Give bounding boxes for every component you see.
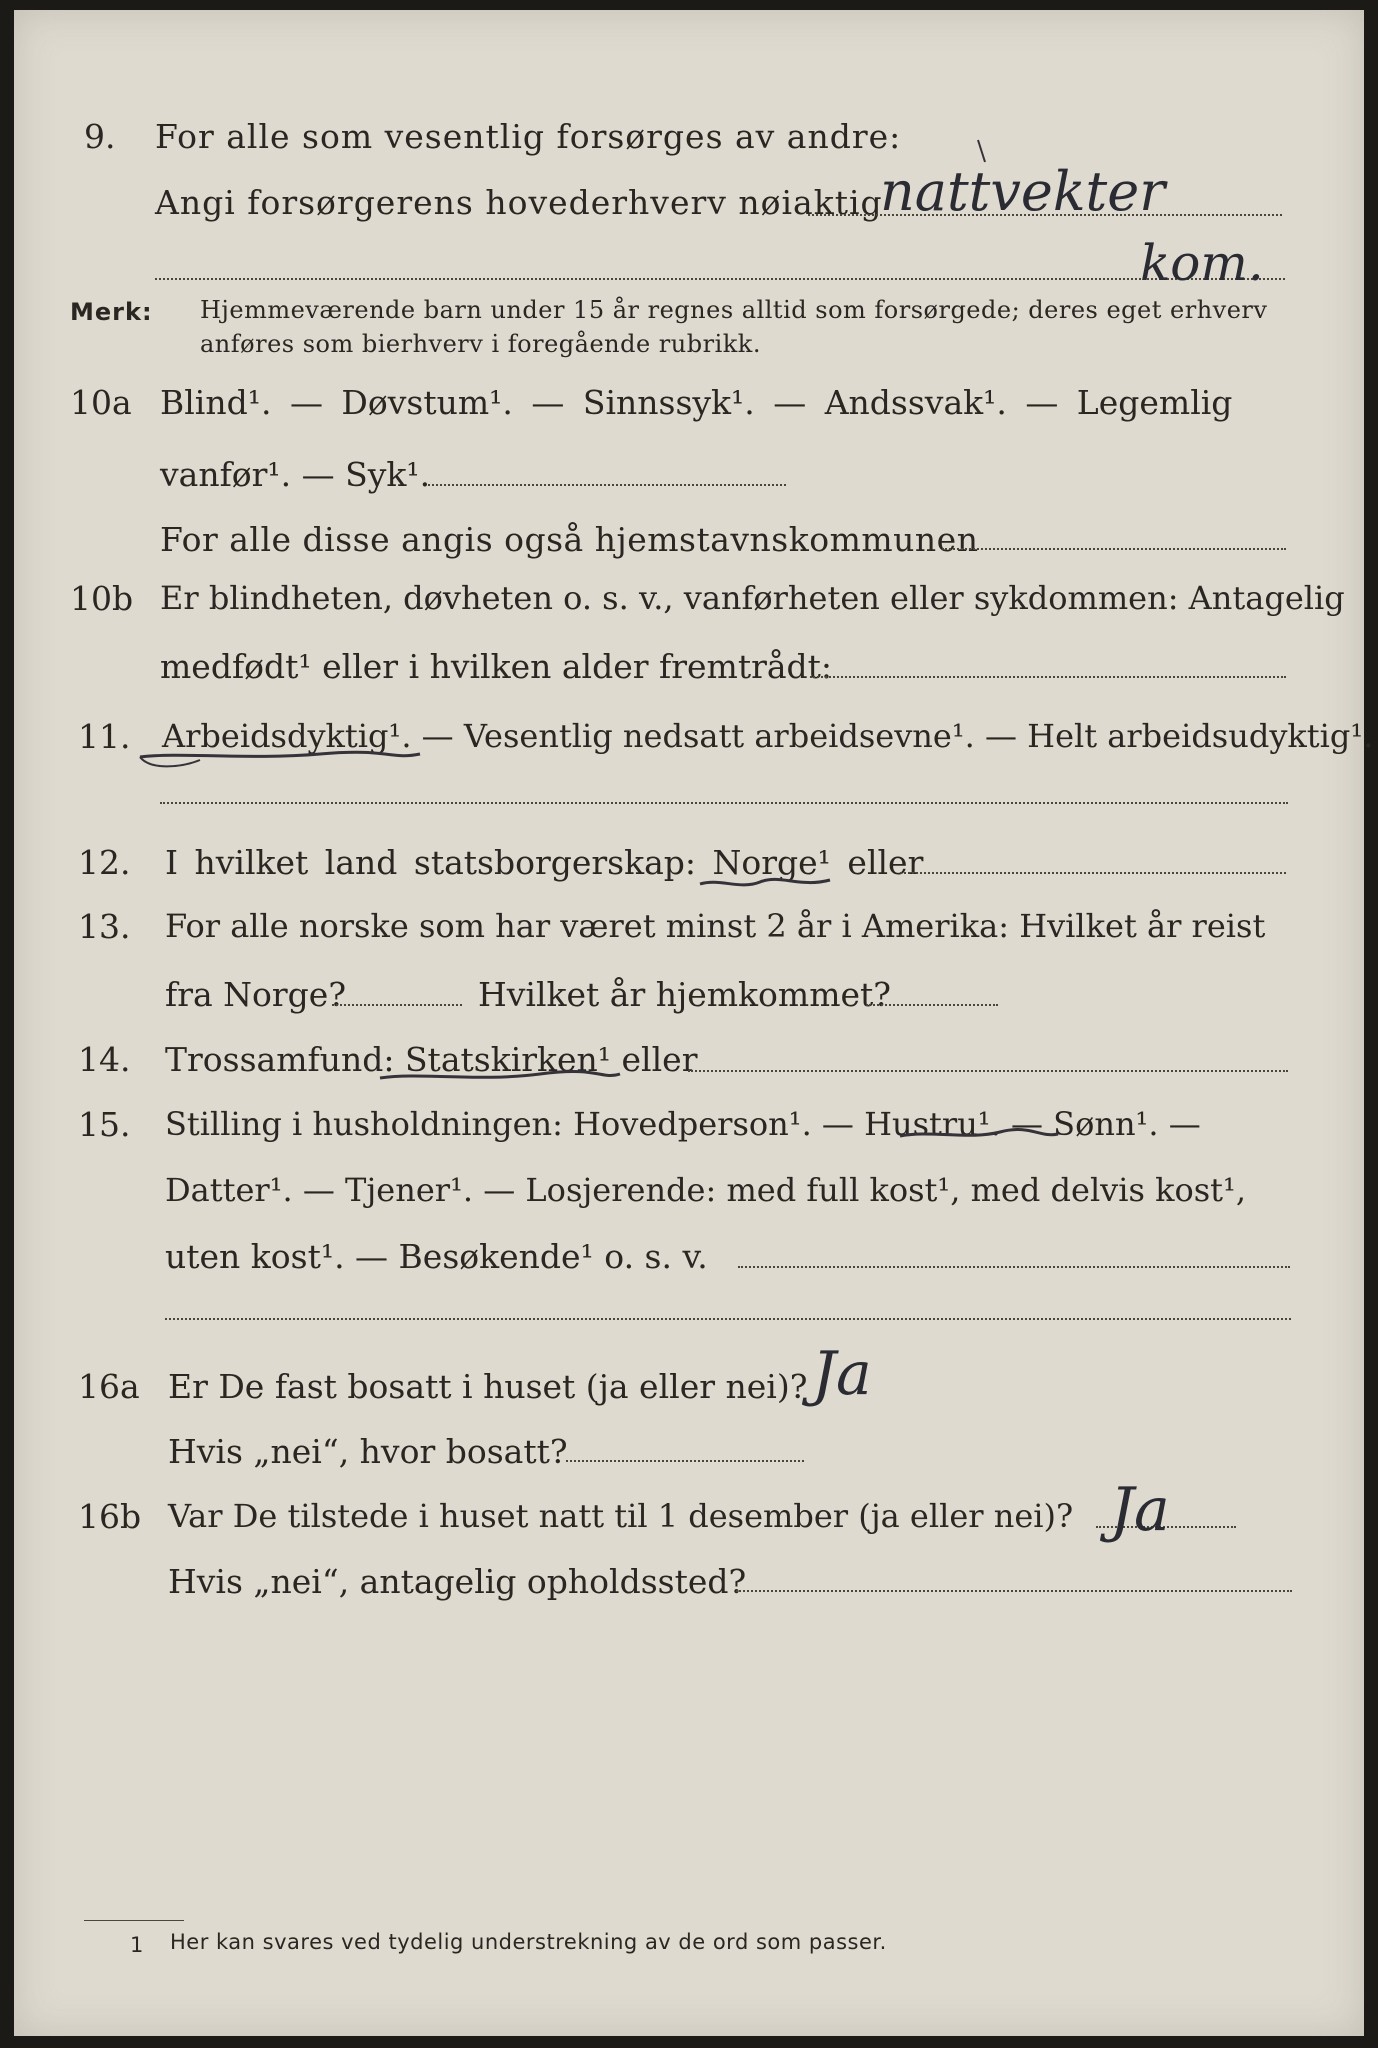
q16a-line1: Er De fast bosatt i huset (ja eller nei)? <box>168 1367 808 1406</box>
q15-line1a: Stilling i husholdningen: Hovedperson¹. — <box>165 1105 865 1143</box>
q9-handwritten-answer-2: kom. <box>1140 234 1264 292</box>
merk-label: Merk: <box>70 298 153 326</box>
footnote-mark: 1 <box>130 1933 144 1957</box>
q16b-handwritten-answer: Ja <box>1110 1475 1170 1545</box>
q14-underlined-answer: Statskirken¹ <box>404 1040 612 1079</box>
q9-pen-tick <box>978 140 985 162</box>
q10b-line2: medfødt¹ eller i hvilken alder fremtrådt: <box>160 647 833 686</box>
q10b-number: 10b <box>70 579 134 618</box>
q10a-number: 10a <box>70 383 132 422</box>
q14-pen-underline <box>380 1071 620 1078</box>
q15-pen-underline <box>900 1129 1058 1136</box>
q11-number: 11. <box>78 717 131 756</box>
q16b-number: 16b <box>78 1497 142 1536</box>
q15-line3: uten kost¹. — Besøkende¹ o. s. v. <box>165 1237 708 1276</box>
q9-line2-text: Angi forsørgerens hovederhverv nøiaktig <box>155 183 883 222</box>
q16b-line2: Hvis „nei“, antagelig opholdssted? <box>168 1562 747 1601</box>
q13-line2a: fra Norge? <box>165 975 347 1014</box>
footnote-text: Her kan svares ved tydelig understrekning av de ord som passer. <box>170 1930 887 1954</box>
q12-number: 12. <box>78 843 131 882</box>
q11-pen-loop <box>140 757 200 766</box>
footnote-rule <box>84 1920 184 1921</box>
q10b-line1: Er blindheten, døvheten o. s. v., vanførheten eller sykdommen: Antagelig <box>160 579 1345 617</box>
q16b-line1: Var De tilstede i huset natt til 1 desember (ja eller nei)? <box>168 1497 1074 1535</box>
q13-line1: For alle norske som har været minst 2 år i Amerika: Hvilket år reist <box>165 907 1266 945</box>
q10a-line3: For alle disse angis også hjemstavnskommunen <box>160 520 979 559</box>
q16a-handwritten-answer: Ja <box>812 1339 872 1409</box>
q13-line2b: Hvilket år hjemkommet? <box>478 975 891 1014</box>
q14-before: Trossamfund: <box>165 1040 405 1079</box>
q11-rest: — Vesentlig nedsatt arbeidsevne¹. — Helt arbeidsudyktig¹. <box>411 717 1374 755</box>
q15-line2: Datter¹. — Tjener¹. — Losjerende: med full kost¹, med delvis kost¹, <box>165 1171 1247 1209</box>
q14-number: 14. <box>78 1040 131 1079</box>
q12-pen-underline <box>700 879 830 884</box>
q10a-line1: Blind¹. — Døvstum¹. — Sinnssyk¹. — Andssvak¹. — Legemlig <box>160 383 1233 422</box>
q12-after: eller <box>830 843 924 882</box>
q9-line1: For alle som vesentlig forsørges av andre: <box>155 117 902 156</box>
q15-underlined-answer: Hustru¹. <box>864 1105 1001 1143</box>
q12-before: I hvilket land statsborgerskap: <box>165 843 713 882</box>
q13-number: 13. <box>78 907 131 946</box>
q14-after: eller <box>611 1040 698 1079</box>
q12-underlined-answer: Norge¹ <box>712 843 831 882</box>
merk-note: Hjemmeværende barn under 15 år regnes alltid som forsørgede; deres eget erhverv anføres som bierhverv i foregående rubrikk. <box>200 296 1268 358</box>
q16a-number: 16a <box>78 1367 140 1406</box>
q10a-line2: vanfør¹. — Syk¹. <box>160 455 431 494</box>
q9-handwritten-answer-1: nattvekter <box>880 160 1166 223</box>
q11-underlined-answer: Arbeidsdyktig¹. <box>162 717 412 755</box>
q15-number: 15. <box>78 1105 131 1144</box>
q9-number: 9. <box>84 117 116 156</box>
q16a-line2: Hvis „nei“, hvor bosatt? <box>168 1432 568 1471</box>
q15-line1b: — Sønn¹. — <box>1000 1105 1201 1143</box>
q11-pen-underline <box>140 752 420 757</box>
